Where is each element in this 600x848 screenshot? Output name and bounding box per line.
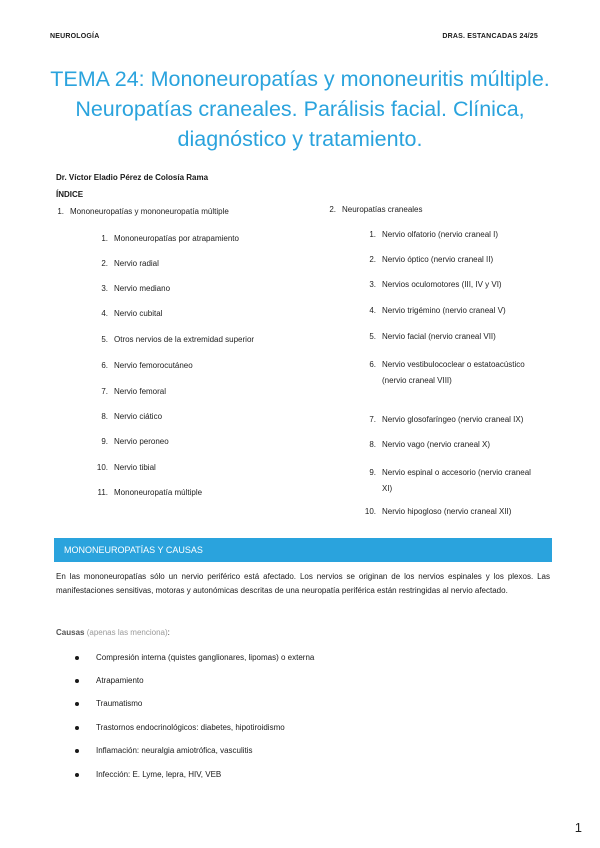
header-right: DRAS. ESTANCADAS 24/25	[442, 33, 538, 40]
section-banner: MONONEUROPATÍAS Y CAUSAS	[54, 538, 552, 562]
toc-section-1[interactable]: 1. Mononeuropatías y mononeuropatía múltiple	[57, 207, 229, 216]
toc-item[interactable]: 7. Nervio glosofaríngeo (nervio craneal IX)	[369, 415, 524, 424]
page-title: TEMA 24: Mononeuropatías y mononeuritis múltiple. Neuropatías craneales. Parálisis facial. Clínica, diagnóstico y tratamiento.	[50, 67, 550, 151]
toc-item[interactable]: 3. Nervio mediano	[101, 284, 171, 293]
bullet-icon	[75, 702, 79, 706]
toc-item[interactable]: 11. Mononeuropatía múltiple	[97, 488, 203, 497]
bullet-icon	[75, 749, 79, 753]
toc-item[interactable]: 4. Nervio trigémino (nervio craneal V)	[369, 306, 506, 315]
toc-item[interactable]: 7. Nervio femoral	[101, 387, 167, 396]
toc-item[interactable]: 2. Nervio radial	[101, 259, 159, 268]
causas-note: (apenas las menciona)	[86, 628, 168, 637]
toc-item[interactable]: 1. Mononeuropatías por atrapamiento	[101, 234, 239, 243]
toc-item[interactable]: 5. Otros nervios de la extremidad superior	[101, 335, 255, 344]
index-label: ÍNDICE	[56, 190, 84, 199]
toc-item[interactable]: 5. Nervio facial (nervio craneal VII)	[369, 332, 496, 341]
author: Dr. Víctor Eladio Pérez de Colosía Rama	[56, 173, 209, 182]
toc-item[interactable]: 4. Nervio cubital	[101, 309, 163, 318]
toc-item[interactable]: 1. Nervio olfatorio (nervio craneal I)	[369, 230, 499, 239]
toc-item[interactable]: 10. Nervio hipogloso (nervio craneal XII)	[364, 507, 512, 516]
toc-section-2[interactable]: 2. Neuropatías craneales	[329, 205, 423, 214]
toc-item[interactable]: 8. Nervio vago (nervio craneal X)	[369, 440, 491, 449]
toc-item[interactable]: 10. Nervio tibial	[96, 463, 156, 472]
bullet-icon	[75, 656, 79, 660]
toc-item[interactable]: 8. Nervio ciático	[101, 412, 163, 421]
page-number: 1	[574, 820, 582, 835]
toc-item[interactable]: 9. Nervio peroneo	[101, 437, 169, 446]
header-left: NEUROLOGÍA	[50, 33, 100, 40]
bullet-icon	[75, 773, 79, 777]
bullet-icon	[75, 726, 79, 730]
toc-item[interactable]: 6. Nervio vestibulococlear o estatoacústico (nervio craneal VIII)	[369, 360, 525, 385]
causas-heading	[56, 628, 170, 637]
causas-label: Causas	[56, 628, 85, 637]
intro-paragraph: En las mononeuropatías sólo un nervio periférico está afectado. Los nervios se originan de los nervios espinales y los plexos. Las manifestaciones sensitivas, motoras y autonómicas descritas de una neuropatía periférica están restringidas al nervio afectado.	[56, 572, 550, 595]
bullet-icon	[75, 679, 79, 683]
toc-item[interactable]: 2. Nervio óptico (nervio craneal II)	[369, 255, 494, 264]
toc-item[interactable]: 3. Nervios oculomotores (III, IV y VI)	[369, 280, 502, 289]
toc-item[interactable]: 6. Nervio femorocutáneo	[101, 361, 193, 370]
causas-colon: :	[167, 628, 170, 637]
toc-item[interactable]: 9. Nervio espinal o accesorio (nervio craneal XI)	[369, 468, 531, 493]
